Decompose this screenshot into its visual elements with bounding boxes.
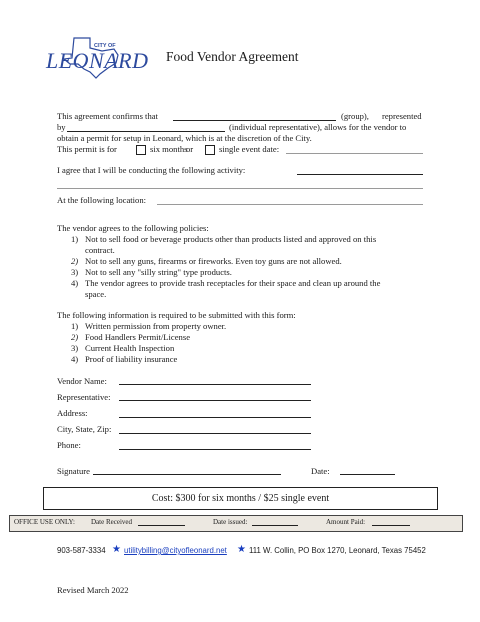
revised-date: Revised March 2022 [57,585,129,595]
policy-item-1-cont: contract. [85,245,115,255]
policy-num-2: 2) [71,256,79,266]
star-icon: ★ [112,544,121,555]
signature-field[interactable] [93,474,281,475]
permit-prefix: This permit is for [57,144,117,154]
signature-label: Signature [57,466,90,476]
policy-num-1: 1) [71,234,79,244]
requirements-heading: The following information is required to be submitted with this form: [57,310,296,320]
requirement-num-2: 2) [71,332,79,342]
logo-name: LEONARD [46,48,149,73]
single-event-checkbox[interactable] [205,145,215,155]
phone-label: Phone: [57,440,81,450]
footer-address: 111 W. Collin, PO Box 1270, Leonard, Texas 75452 [249,546,426,555]
cost-box [43,487,438,510]
six-months-label: six months [150,144,188,154]
cost-text: Cost: $300 for six months / $25 single event [151,493,330,504]
requirement-num-1: 1) [71,321,79,331]
date-issued-label: Date issued: [213,518,248,526]
date-issued-field[interactable] [252,525,298,526]
intro-line-3: obtain a permit for setup in Leonard, which is at the discretion of the City. [57,133,312,143]
vendor-name-field[interactable] [119,384,311,385]
amount-paid-label: Amount Paid: [326,518,366,526]
location-field[interactable] [157,204,423,205]
policies-heading: The vendor agrees to the following policies: [57,223,209,233]
policy-item-1: Not to sell food or beverage products other than products listed and approved on this [85,234,377,244]
policy-num-3: 3) [71,267,79,277]
date-received-field[interactable] [138,525,185,526]
amount-paid-field[interactable] [372,525,410,526]
city-state-zip-field[interactable] [119,433,311,434]
vendor-name-label: Vendor Name: [57,376,107,386]
star-icon: ★ [237,544,246,555]
date-field[interactable] [340,474,395,475]
date-received-label: Date Received [91,518,133,526]
footer-email-link[interactable]: utilitybilling@cityofleonard.net [124,546,227,555]
intro-line-1-prefix: This agreement confirms that [57,111,158,121]
date-label: Date: [311,466,330,476]
footer-phone: 903-587-3334 [57,546,106,555]
city-logo [44,34,150,80]
intro-group-label: (group), [341,111,369,121]
single-event-date-field[interactable] [286,153,423,154]
policy-item-3: Not to sell any "silly string" type products. [85,267,232,277]
policy-item-4-cont: space. [85,289,107,299]
address-label: Address: [57,408,88,418]
policy-item-4: The vendor agrees to provide trash receptacles for their space and clean up around the [85,278,381,288]
representative-label: Representative: [57,392,111,402]
activity-field[interactable] [297,174,423,175]
representative-inline-field[interactable] [67,131,225,132]
requirement-item-1: Written permission from property owner. [85,321,227,331]
requirement-num-3: 3) [71,343,79,353]
address-field[interactable] [119,417,311,418]
intro-line-2-by: by [57,122,66,132]
page-title: Food Vendor Agreement [166,49,299,64]
city-state-zip-label: City, State, Zip: [57,424,112,434]
location-label: At the following location: [57,195,147,205]
intro-represented: represented [382,111,422,121]
policy-item-2: Not to sell any guns, firearms or fireworks. Even toy guns are not allowed. [85,256,342,266]
activity-field-line-2[interactable] [57,188,423,189]
logo-city-of: CITY OF [94,43,116,49]
requirement-num-4: 4) [71,354,79,364]
requirement-item-2: Food Handlers Permit/License [85,332,191,342]
requirement-item-3: Current Health Inspection [85,343,175,353]
requirement-item-4: Proof of liability insurance [85,354,178,364]
activity-label: I agree that I will be conducting the following activity: [57,165,246,175]
representative-field[interactable] [119,400,311,401]
single-event-label: single event date: [219,144,280,154]
group-field[interactable] [173,120,336,121]
intro-line-2-rest: (individual representative), allows for the vendor to [229,122,407,132]
policy-num-4: 4) [71,278,79,288]
or-label: or [186,144,194,154]
office-use-label: OFFICE USE ONLY: [14,518,75,526]
six-months-checkbox[interactable] [136,145,146,155]
phone-field[interactable] [119,449,311,450]
